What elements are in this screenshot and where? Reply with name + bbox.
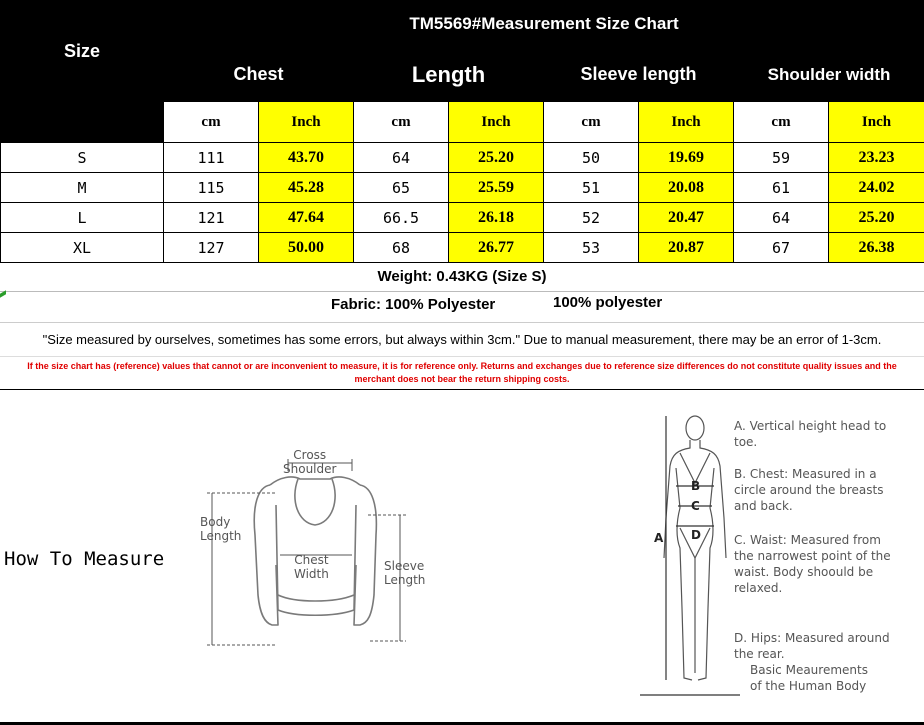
- cross-shoulder-text: Cross Shoulder: [283, 448, 337, 476]
- value-cell: 51: [544, 173, 639, 203]
- legend-caption: Basic Meaurements of the Human Body: [750, 663, 868, 693]
- value-cell: 50.00: [259, 233, 354, 263]
- unit-inch: Inch: [449, 102, 544, 143]
- head-outline: [686, 416, 704, 440]
- legend-item-d: D. Hips: Measured around the rear.: [734, 631, 890, 661]
- table-row: [1, 233, 924, 263]
- chart-title: TM5569#Measurement Size Chart: [164, 1, 924, 48]
- sleeve-length-text: Sleeve Length: [384, 559, 426, 587]
- marker-a: A: [654, 531, 664, 545]
- group-header-sleeve-length: Sleeve length: [544, 48, 734, 102]
- unit-cm: cm: [734, 102, 829, 143]
- sweater-diagram: [200, 445, 430, 655]
- value-cell: 26.77: [449, 233, 544, 263]
- right-leg-outline: [698, 468, 714, 680]
- chest-width-label: [294, 553, 329, 581]
- value-cell: 50: [544, 143, 639, 173]
- cross-shoulder-label: [283, 448, 336, 476]
- marker-d: D: [691, 528, 701, 542]
- value-cell: 64: [354, 143, 449, 173]
- value-cell: 53: [544, 233, 639, 263]
- size-cell: M: [1, 173, 164, 203]
- value-cell: 20.87: [639, 233, 734, 263]
- unit-inch: Inch: [829, 102, 924, 143]
- size-cell: S: [1, 143, 164, 173]
- value-cell: 26.38: [829, 233, 924, 263]
- value-cell: 20.47: [639, 203, 734, 233]
- unit-cm: cm: [164, 102, 259, 143]
- size-header-spacer: [1, 102, 164, 143]
- value-cell: 23.23: [829, 143, 924, 173]
- size-header: Size: [1, 1, 164, 102]
- table-row: [1, 203, 924, 233]
- sleeve-length-label: [384, 559, 425, 587]
- how-to-measure-section: [0, 390, 924, 725]
- fabric-extra-text: 100% polyester: [553, 294, 663, 311]
- body-length-text: Body Length: [200, 515, 242, 543]
- legend-item-a: A. Vertical height head to toe.: [734, 419, 887, 449]
- disclaimer-row: [0, 356, 924, 390]
- left-leg-outline: [676, 468, 692, 680]
- value-cell: 52: [544, 203, 639, 233]
- weight-text: Weight: 0.43KG (Size S): [377, 268, 547, 285]
- value-cell: 26.18: [449, 203, 544, 233]
- size-cell: L: [1, 203, 164, 233]
- fabric-text: Fabric: 100% Polyester: [331, 296, 496, 313]
- note-row: [0, 322, 924, 356]
- marker-b: B: [691, 479, 701, 493]
- value-cell: 43.70: [259, 143, 354, 173]
- legend-item-b: B. Chest: Measured in a circle around the breasts and back.: [734, 467, 884, 513]
- legend-item-c: C. Waist: Measured from the narrowest point of the waist. Body shoould be relaxed.: [734, 533, 891, 595]
- value-cell: 61: [734, 173, 829, 203]
- size-chart-table: [0, 0, 924, 263]
- body-length-label: [200, 515, 241, 543]
- value-cell: 111: [164, 143, 259, 173]
- value-cell: 19.69: [639, 143, 734, 173]
- body-diagram: [640, 408, 740, 698]
- chest-width-text: Chest Width: [294, 553, 329, 581]
- value-cell: 65: [354, 173, 449, 203]
- unit-cm: cm: [544, 102, 639, 143]
- marker-c: C: [691, 499, 700, 513]
- group-header-length: Length: [354, 48, 544, 102]
- value-cell: 25.20: [449, 143, 544, 173]
- table-row: [1, 143, 924, 173]
- value-cell: 59: [734, 143, 829, 173]
- table-row: [1, 173, 924, 203]
- right-sleeve-outline: [354, 485, 376, 625]
- unit-inch: Inch: [639, 102, 734, 143]
- value-cell: 25.59: [449, 173, 544, 203]
- value-cell: 25.20: [829, 203, 924, 233]
- value-cell: 121: [164, 203, 259, 233]
- unit-inch: Inch: [259, 102, 354, 143]
- hood-outline: [295, 479, 335, 525]
- fabric-row: [0, 292, 924, 322]
- size-cell: XL: [1, 233, 164, 263]
- weight-row: [0, 262, 924, 292]
- how-to-measure-label: How To Measure: [4, 548, 165, 570]
- value-cell: 47.64: [259, 203, 354, 233]
- group-header-chest: Chest: [164, 48, 354, 102]
- disclaimer-text: If the size chart has (reference) values that cannot or are inconvenient to measure, it is for reference only. Returns and exchanges due to reference size differences do not constitute quality issues and the merchant does not bear the return shipping costs.: [27, 361, 897, 384]
- shoulder-line: [270, 477, 360, 485]
- value-cell: 24.02: [829, 173, 924, 203]
- hem-line: [278, 595, 354, 601]
- left-sleeve-outline: [254, 485, 278, 625]
- value-cell: 127: [164, 233, 259, 263]
- value-cell: 45.28: [259, 173, 354, 203]
- value-cell: 68: [354, 233, 449, 263]
- value-cell: 67: [734, 233, 829, 263]
- unit-cm: cm: [354, 102, 449, 143]
- value-cell: 64: [734, 203, 829, 233]
- value-cell: 66.5: [354, 203, 449, 233]
- value-cell: 115: [164, 173, 259, 203]
- group-header-shoulder-width: Shoulder width: [734, 48, 924, 102]
- value-cell: 20.08: [639, 173, 734, 203]
- measurement-note: "Size measured by ourselves, sometimes has some errors, but always within 3cm." Due to manual measurement, there may be an error of 1-3cm.: [42, 332, 882, 347]
